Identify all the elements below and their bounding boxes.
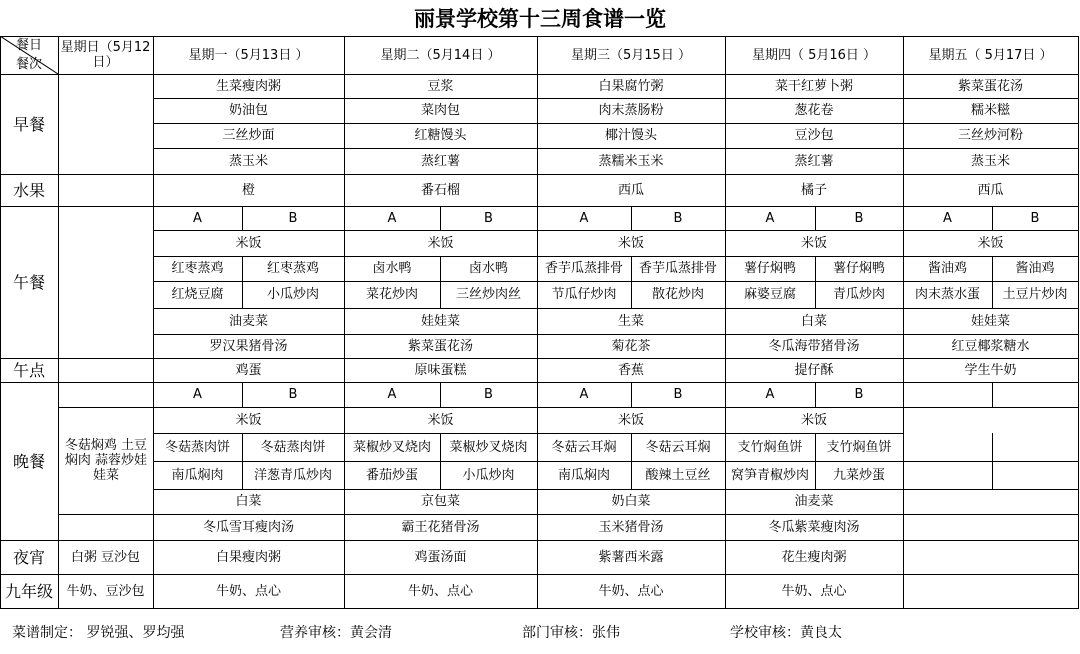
lunch-dish-a: 肉末蒸水蛋	[914, 287, 980, 302]
grid-line	[631, 433, 632, 490]
dinner-dish-b: 冬菇蒸肉饼	[260, 439, 326, 455]
dinner-rice: 米饭	[235, 412, 262, 428]
grid-line	[58, 36, 59, 609]
grid-line	[153, 489, 904, 490]
dinner-dish-a: 南瓜焖肉	[171, 467, 224, 483]
lunch-dish-b: 红枣蒸鸡	[266, 261, 319, 276]
grid-line	[242, 433, 243, 490]
grid-line	[0, 608, 1079, 609]
grid-line	[153, 514, 904, 515]
corner-header-meal: 餐次	[15, 57, 42, 72]
night-sunday: 白粥 豆沙包	[70, 549, 141, 565]
lunch-vegetable: 白菜	[800, 313, 827, 329]
corner-header-day: 餐日	[15, 38, 42, 53]
snack-item: 提仔酥	[794, 362, 834, 378]
fruit-item: 西瓜	[617, 182, 644, 198]
dinner-dish-a: 支竹焖鱼饼	[737, 439, 803, 455]
grid-line	[440, 433, 441, 490]
grid-line	[153, 98, 1079, 99]
option-b-label: B	[288, 387, 298, 402]
grid-line	[992, 256, 993, 309]
grid-line	[242, 256, 243, 309]
meal-label-grade9: 九年级	[4, 581, 53, 601]
breakfast-item: 蒸红薯	[794, 153, 834, 169]
lunch-dish-a: 红枣蒸鸡	[171, 261, 224, 276]
grid-line	[903, 407, 1079, 408]
grid-line	[153, 36, 154, 609]
grid-line	[0, 174, 1079, 175]
lunch-dish-a: 薯仔焖鸭	[743, 261, 796, 276]
breakfast-item: 豆沙包	[794, 128, 834, 143]
lunch-dish-b: 酱油鸡	[1015, 261, 1055, 276]
lunch-dish-b: 土豆片炒肉	[1002, 287, 1068, 302]
lunch-dish-b: 散花炒肉	[651, 287, 704, 302]
lunch-dish-a: 菜花炒肉	[365, 287, 418, 302]
option-a-label: A	[765, 210, 775, 226]
dinner-dish-a: 南瓜焖肉	[557, 467, 610, 483]
meal-label-dinner: 晚餐	[12, 451, 45, 471]
grid-line	[815, 256, 816, 309]
grid-line	[242, 382, 243, 408]
page-title: 丽景学校第十三周食谱一览	[414, 7, 666, 31]
grid-line	[992, 433, 993, 490]
breakfast-item: 豆浆	[427, 78, 454, 94]
lunch-vegetable: 娃娃菜	[970, 313, 1010, 329]
snack-item: 香蕉	[617, 362, 644, 378]
day-header: 星期五（ 5月17日 ）	[928, 47, 1053, 63]
grade9-item: 牛奶、点心	[598, 583, 664, 599]
grid-line	[344, 36, 345, 609]
grid-line	[537, 36, 538, 609]
night-item: 白果瘦肉粥	[215, 549, 281, 565]
grid-line	[815, 382, 816, 408]
dinner-soup: 冬瓜紫菜瘦肉汤	[768, 519, 860, 535]
lunch-dish-b: 小瓜炒肉	[266, 287, 319, 302]
grid-line	[0, 574, 1079, 575]
breakfast-item: 菜肉包	[420, 103, 460, 118]
grade9-item: 牛奶、点心	[407, 583, 473, 599]
grid-line	[0, 36, 1079, 37]
grid-line	[440, 256, 441, 309]
dinner-rice: 米饭	[800, 412, 827, 428]
grid-line	[153, 334, 1079, 335]
lunch-dish-b: 三丝炒肉丝	[455, 287, 521, 302]
grid-line	[903, 489, 1079, 490]
day-header: 星期二（5月14日 ）	[380, 47, 501, 63]
lunch-dish-a: 节瓜仔炒肉	[551, 287, 617, 302]
lunch-dish-a: 香芋瓜蒸排骨	[544, 261, 623, 276]
grid-line	[725, 36, 726, 609]
grid-line	[153, 407, 904, 408]
breakfast-item: 白果腐竹粥	[598, 78, 664, 94]
lunch-soup: 冬瓜海带猪骨汤	[768, 338, 860, 354]
grid-line	[153, 230, 1079, 231]
breakfast-item: 奶油包	[228, 103, 268, 118]
lunch-dish-a: 酱油鸡	[927, 261, 967, 276]
grade9-item: 牛奶、点心	[215, 583, 281, 599]
lunch-dish-a: 卤水鸭	[372, 261, 412, 276]
option-b-label: B	[673, 210, 683, 226]
breakfast-item: 菜干红萝卜粥	[774, 78, 853, 94]
school-reviewer: 学校审核：黄良太	[730, 625, 842, 641]
dinner-vegetable: 京包菜	[420, 494, 460, 509]
meal-label-fruit: 水果	[12, 180, 45, 200]
menu-maker: 菜谱制定： 罗锐强、罗均强	[12, 625, 185, 641]
fruit-item: 橙	[241, 182, 255, 198]
grid-line	[0, 36, 1, 609]
option-b-label: B	[288, 210, 298, 226]
lunch-dish-b: 卤水鸭	[468, 261, 508, 276]
option-a-label: A	[579, 210, 589, 226]
grid-line	[153, 461, 904, 462]
lunch-rice: 米饭	[427, 235, 454, 251]
lunch-rice: 米饭	[977, 235, 1004, 251]
day-header: 星期一（5月13日 ）	[188, 47, 309, 63]
grid-line	[1078, 36, 1079, 609]
option-a-label: A	[579, 387, 589, 402]
option-b-label: B	[673, 387, 683, 402]
breakfast-item: 椰汁馒头	[604, 128, 657, 143]
grid-line	[631, 256, 632, 309]
dinner-dish-b: 支竹焖鱼饼	[826, 439, 892, 455]
lunch-soup: 紫菜蛋花汤	[407, 338, 473, 354]
grid-line	[153, 256, 1079, 257]
corner-diagonal	[0, 36, 58, 74]
option-a-label: A	[193, 210, 202, 226]
breakfast-item: 三丝炒河粉	[957, 128, 1023, 143]
dinner-dish-b: 冬菇云耳焖	[645, 439, 711, 455]
breakfast-item: 紫菜蛋花汤	[957, 78, 1023, 94]
meal-label-breakfast: 早餐	[12, 114, 45, 134]
option-a-label: A	[193, 387, 202, 402]
lunch-vegetable: 油麦菜	[228, 313, 268, 329]
breakfast-item: 肉末蒸肠粉	[598, 103, 664, 118]
grid-line	[0, 74, 1079, 75]
grid-line	[992, 206, 993, 231]
grid-line	[440, 206, 441, 231]
dinner-vegetable: 油麦菜	[794, 494, 834, 509]
dinner-dish-b: 小瓜炒肉	[462, 467, 515, 483]
night-item: 紫薯西米露	[598, 549, 664, 565]
lunch-dish-b: 香芋瓜蒸排骨	[638, 261, 717, 276]
grid-line	[0, 540, 1079, 541]
grid-line	[903, 514, 1079, 515]
grid-line	[903, 36, 904, 609]
dinner-dish-b: 洋葱青瓜炒肉	[253, 467, 332, 483]
grade9-sunday: 牛奶、豆沙包	[66, 583, 145, 599]
dinner-sunday: 冬菇焖鸡 土豆焖肉 蒜蓉炒娃娃菜	[64, 438, 148, 483]
snack-item: 原味蛋糕	[414, 362, 467, 378]
dinner-dish-b: 酸辣土豆丝	[645, 467, 711, 483]
breakfast-item: 蒸玉米	[228, 153, 268, 169]
grid-line	[0, 206, 1079, 207]
lunch-soup: 罗汉果猪骨汤	[209, 338, 288, 354]
dinner-vegetable: 白菜	[235, 494, 262, 509]
grid-line	[815, 206, 816, 231]
breakfast-item: 蒸糯米玉米	[598, 153, 664, 169]
grid-line	[153, 123, 1079, 124]
snack-item: 学生牛奶	[964, 362, 1017, 378]
grid-line	[0, 358, 1079, 359]
breakfast-item: 红糖馒头	[414, 128, 467, 143]
day-header: 星期四（ 5月16日 ）	[751, 47, 877, 63]
option-a-label: A	[943, 210, 952, 226]
grade9-item: 牛奶、点心	[781, 583, 847, 599]
dinner-soup: 霸王花猪骨汤	[401, 519, 480, 535]
grid-line	[153, 148, 1079, 149]
lunch-vegetable: 娃娃菜	[420, 313, 460, 329]
meal-label-night: 夜宵	[12, 547, 45, 567]
dinner-dish-a: 窝笋青椒炒肉	[730, 467, 809, 483]
option-a-label: A	[387, 210, 397, 226]
day-header: 星期三（5月15日 ）	[571, 47, 691, 63]
meal-label-lunch: 午餐	[12, 272, 45, 292]
dinner-dish-b: 菜椒炒叉烧肉	[449, 439, 528, 455]
lunch-dish-b: 薯仔焖鸭	[832, 261, 885, 276]
lunch-rice: 米饭	[235, 235, 262, 251]
grid-line	[631, 206, 632, 231]
option-b-label: B	[484, 210, 493, 226]
grid-line	[58, 407, 154, 408]
grid-line	[631, 382, 632, 408]
lunch-dish-b: 青瓜炒肉	[832, 287, 885, 302]
dinner-dish-a: 菜椒炒叉烧肉	[352, 439, 431, 455]
signature-footer	[0, 618, 1080, 646]
option-a-label: A	[765, 387, 775, 402]
dept-reviewer: 部门审核：张伟	[522, 625, 620, 641]
lunch-rice: 米饭	[617, 235, 644, 251]
meal-label-snack: 午点	[12, 360, 45, 380]
dinner-dish-a: 番茄炒蛋	[365, 467, 418, 483]
day-header-sunday: 星期日（5月12日）	[60, 40, 151, 70]
grid-line	[153, 308, 1079, 309]
grid-line	[815, 433, 816, 490]
grid-line	[242, 206, 243, 231]
fruit-item: 橘子	[800, 182, 827, 198]
night-item: 鸡蛋汤面	[414, 549, 467, 565]
lunch-soup: 菊花茶	[611, 338, 651, 354]
dinner-rice: 米饭	[427, 412, 454, 428]
breakfast-item: 三丝炒面	[222, 128, 275, 143]
grid-line	[440, 382, 441, 408]
dinner-soup: 玉米猪骨汤	[598, 519, 664, 535]
option-b-label: B	[484, 387, 493, 402]
grid-line	[153, 281, 1079, 282]
dinner-vegetable: 奶白菜	[611, 494, 651, 509]
fruit-item: 西瓜	[977, 182, 1004, 198]
dinner-rice: 米饭	[617, 412, 644, 428]
option-b-label: B	[1030, 210, 1040, 226]
lunch-rice: 米饭	[800, 235, 827, 251]
breakfast-item: 葱花卷	[794, 103, 834, 118]
lunch-dish-a: 麻婆豆腐	[743, 287, 796, 302]
breakfast-item: 蒸红薯	[420, 153, 460, 169]
snack-item: 鸡蛋	[235, 362, 262, 378]
grid-line	[903, 461, 1079, 462]
option-a-label: A	[387, 387, 397, 402]
breakfast-item: 蒸玉米	[970, 153, 1010, 169]
breakfast-item: 生菜瘦肉粥	[215, 78, 281, 94]
grid-line	[153, 433, 904, 434]
dinner-soup: 冬瓜雪耳瘦肉汤	[202, 519, 294, 535]
option-b-label: B	[854, 387, 864, 402]
breakfast-item: 糯米糍	[970, 103, 1010, 118]
grid-line	[58, 514, 154, 515]
nutrition-reviewer: 营养审核：黄会清	[280, 625, 392, 641]
fruit-item: 番石榴	[420, 182, 460, 198]
grid-line	[0, 382, 1079, 383]
dinner-dish-a: 冬菇蒸肉饼	[164, 439, 230, 455]
grid-line	[992, 382, 993, 408]
option-b-label: B	[854, 210, 864, 226]
lunch-soup: 红豆椰浆糖水	[951, 338, 1030, 354]
night-item: 花生瘦肉粥	[781, 549, 847, 565]
dinner-dish-b: 九菜炒蛋	[832, 467, 885, 483]
dinner-dish-a: 冬菇云耳焖	[551, 439, 617, 455]
lunch-vegetable: 生菜	[617, 313, 644, 329]
lunch-dish-a: 红烧豆腐	[171, 287, 224, 302]
